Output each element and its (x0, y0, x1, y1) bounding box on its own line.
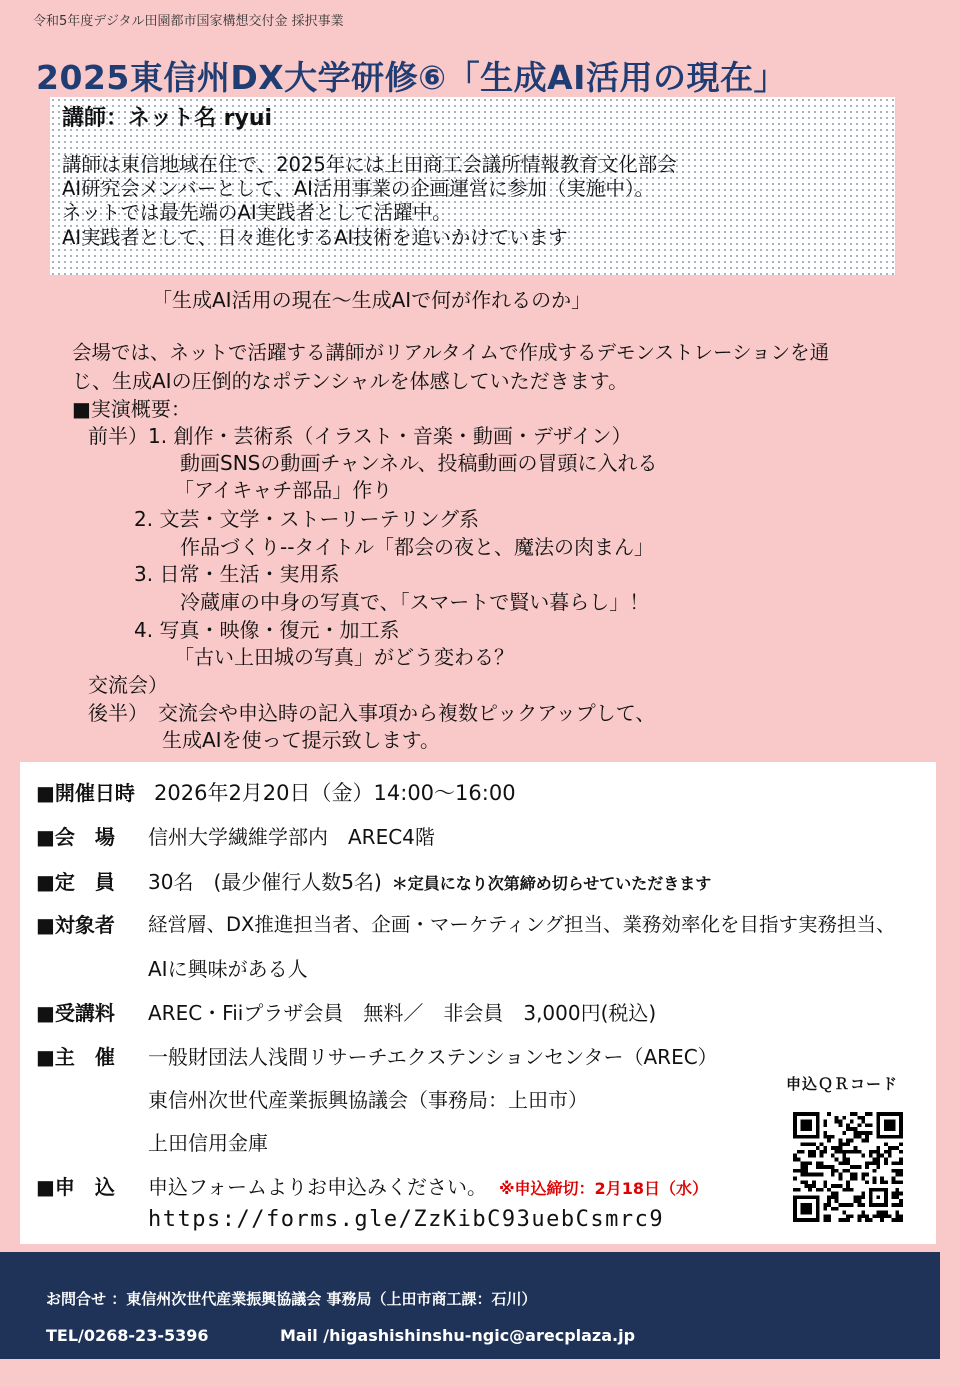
host-value: 一般財団法人浅間リサーチエクステンションセンター（AREC） (148, 1045, 718, 1069)
venue-label: ■会 場 (36, 825, 115, 849)
overview-line: 4. 写真・映像・復元・加工系 (134, 618, 400, 642)
apply-label: ■申 込 (36, 1175, 115, 1199)
overview-line: 動画SNSの動画チャンネル、投稿動画の冒頭に入れる (180, 451, 658, 475)
lecturer-bio-line: AI実践者として、日々進化するAI技術を追いかけています (62, 226, 568, 249)
lecturer-bio-line: 講師は東信地域在住で、2025年には上田商工会議所情報教育文化部会 (62, 153, 677, 176)
overview-line: 交流会） (88, 673, 168, 697)
overview-line: 後半） 交流会や申込時の記入事項から複数ピックアップして、 (88, 701, 656, 725)
fee-label: ■受講料 (36, 1001, 115, 1025)
footer-mail: Mail /higashishinshu-ngic@arecplaza.jp (280, 1326, 636, 1345)
overview-line: 「アイキャチ部品」作り (174, 478, 393, 502)
lecturer-name: 講師：ネット名 ryui (62, 106, 273, 131)
host-value: 上田信用金庫 (148, 1131, 268, 1155)
overview-line: 「古い上田城の写真」がどう変わる？ (174, 645, 514, 669)
intro-line: 会場では、ネットで活躍する講師がリアルタイムで作成するデモンストレーションを通 (72, 341, 830, 364)
date-value: 2026年2月20日（金）14:00～16:00 (154, 781, 516, 805)
subsidy-note: 令和5年度デジタル田園都市国家構想交付金 採択事業 (33, 14, 344, 29)
overview-heading: ■実演概要： (72, 397, 191, 421)
overview-line: 3. 日常・生活・実用系 (134, 562, 340, 586)
apply-url-link[interactable]: https://forms.gle/ZzKibC93uebCsmrc9 (148, 1207, 665, 1232)
apply-deadline: ※申込締切：2月18日（水） (499, 1179, 708, 1198)
host-value: 東信州次世代産業振興協議会（事務局：上田市） (148, 1088, 588, 1112)
overview-line: 前半）1. 創作・芸術系（イラスト・音楽・動画・デザイン） (88, 424, 632, 448)
apply-value: 申込フォームよりお申込みください。 (148, 1175, 487, 1199)
qr-label: 申込ＱＲコード (786, 1075, 899, 1093)
page-title: 2025東信州DX大学研修⑥「生成AI活用の現在」 (36, 58, 787, 97)
seminar-theme: 「生成AI活用の現在～生成AIで何が作れるのか」 (152, 288, 592, 312)
overview-line: 作品づくり--タイトル「都会の夜と、魔法の肉まん」 (180, 535, 655, 559)
date-label: ■開催日時 (36, 781, 135, 805)
venue-value: 信州大学繊維学部内 AREC4階 (148, 825, 435, 849)
footer-tel: TEL/0268-23-5396 (46, 1326, 209, 1345)
target-label: ■対象者 (36, 913, 115, 937)
capacity-value: 30名 (最少催行人数5名) (148, 870, 382, 894)
intro-line: じ、生成AIの圧倒的なポテンシャルを体感していただきます。 (72, 369, 629, 393)
fee-value: AREC・Fiiプラザ会員 無料／ 非会員 3,000円(税込) (148, 1001, 657, 1025)
footer-contact: お問合せ ：東信州次世代産業振興協議会 事務局（上田市商工課：石川） (46, 1290, 537, 1308)
lecturer-bio-line: ネットでは最先端のAI実践者として活躍中。 (62, 201, 452, 224)
overview-line: 生成AIを使って提示致します。 (162, 728, 440, 752)
overview-line: 2. 文芸・文学・ストーリーテリング系 (134, 507, 480, 531)
host-label: ■主 催 (36, 1045, 115, 1069)
apply-row (148, 1171, 708, 1200)
qr-code-icon[interactable] (793, 1112, 903, 1222)
target-value-cont: AIに興味がある人 (148, 957, 308, 981)
overview-line: 冷蔵庫の中身の写真で、「スマートで賢い暮らし」！ (180, 590, 650, 614)
capacity-note: ＊定員になり次第締め切らせていただきます (391, 874, 712, 893)
target-value: 経営層、DX推進担当者、企画・マーケティング担当、業務効率化を目指す実務担当、 (148, 913, 896, 936)
capacity-row (148, 866, 711, 895)
lecturer-bio-line: AI研究会メンバーとして、AI活用事業の企画運営に参加（実施中）。 (62, 177, 655, 200)
capacity-label: ■定 員 (36, 870, 115, 894)
